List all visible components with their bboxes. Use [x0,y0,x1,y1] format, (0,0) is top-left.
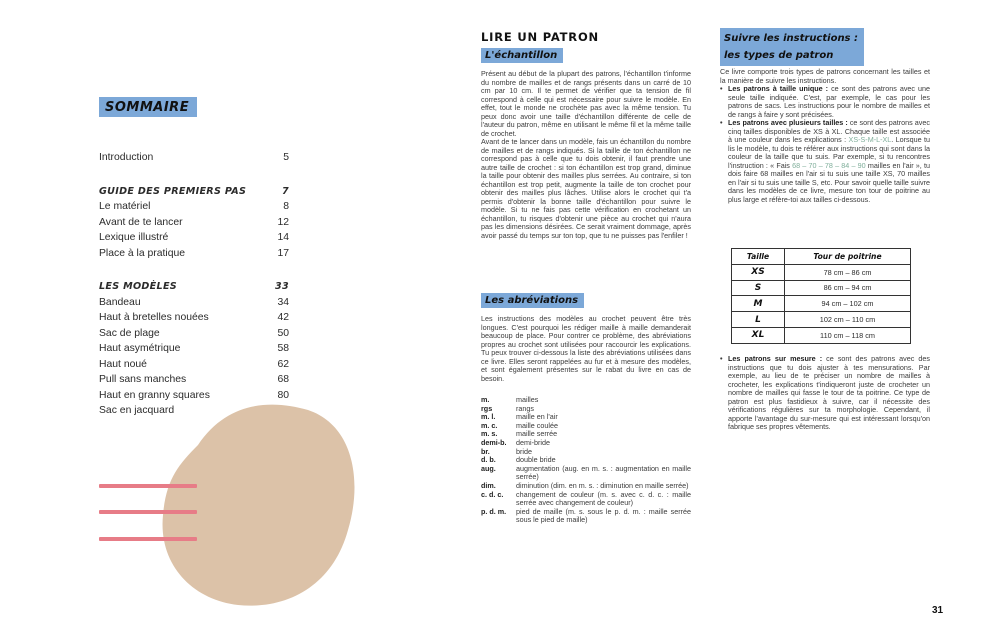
toc-page-number: 33 [275,281,289,292]
chest-cell: 94 cm – 102 cm [785,296,911,312]
abbreviation-key: m. l. [481,412,496,422]
sizes-table [731,248,911,344]
toc-entry [99,150,289,166]
toc-entry [99,341,289,357]
abbreviation-meaning: rangs [516,403,534,413]
bullet-dot: • [720,118,723,127]
instructions-intro: Ce livre comporte trois types de patrons concernant les tailles et la manière de suivre les instructions. [720,67,930,85]
abbreviation-row [481,448,691,457]
abbreviation-key: dim. [481,480,496,490]
toc-label: GUIDE DES PREMIERS PAS [99,185,247,197]
size-cell: XL [732,327,785,343]
toc-entry [99,295,289,311]
bullet-text: ce sont des patrons avec cinq tailles disponibles de XS à XL. Chaque taille est associée à une couleur dans les explications : [728,118,930,144]
toc-page-number: 80 [277,389,289,401]
instructions-body [720,68,930,204]
toc-label: Avant de te lancer [99,216,183,228]
bullet-text: . Lorsque tu lis le modèle, tu dois te référer aux instructions qui sont dans la couleur de la taille que tu suis. Par exemple, si tu rencontres l'instruction : « Fais [728,135,930,170]
chest-cell: 86 cm – 94 cm [785,280,911,296]
chest-cell: 102 cm – 110 cm [785,312,911,328]
size-cell: M [732,296,785,312]
abbreviation-key: aug. [481,463,496,473]
toc-entry [99,310,289,326]
toc-label: Introduction [99,152,154,163]
toc-entry [99,357,289,373]
abbreviation-meaning: changement de couleur (m. s. avec c. d. c. : maille serrée avec changement de couleur) [516,489,691,508]
abbreviation-row [481,430,691,439]
toc-page-number: 7 [282,185,289,197]
abbreviation-meaning: double bride [516,455,556,465]
toc-label: Sac de plage [99,327,160,339]
abbreviation-row [481,396,691,405]
page-number: 31 [932,605,944,616]
abbreviation-key: p. d. m. [481,506,507,516]
table-header-size: Taille [732,249,785,265]
bullet-sur-mesure-wrap [720,355,930,432]
decorative-stripe [99,537,197,541]
toc-page-number: 42 [277,312,289,323]
size-list: XS-S-M-L-XL [848,135,892,144]
bullet-label: Les patrons avec plusieurs tailles : [728,118,848,127]
abbreviation-key: demi-b. [481,437,507,447]
abbreviation-row [481,508,691,525]
instructions-heading [720,28,864,66]
toc-page-number: 68 [277,374,289,385]
abbreviation-row [481,491,691,508]
toc-entry [99,246,289,262]
toc-page-number: 50 [277,327,289,339]
toc-page-number: 12 [277,216,289,228]
toc-label: Place à la pratique [99,247,186,259]
abbreviation-row [481,413,691,422]
decorative-stripe [99,484,197,488]
toc-label: Haut asymétrique [99,343,181,354]
toc-label: Le matériel [99,201,151,212]
instructions-heading-line-1: Suivre les instructions : [724,33,858,44]
abbreviation-key: br. [481,446,490,456]
abbreviations-list [481,396,691,525]
toc-page-number: 62 [277,358,289,370]
table-of-contents [99,150,289,419]
table-row [732,296,911,312]
abbreviation-meaning: bride [516,446,532,456]
size-cell: L [732,312,785,328]
sommaire-title: SOMMAIRE [99,97,197,117]
table-row [732,280,911,296]
bullet-label: Les patrons à taille unique : [728,84,829,93]
abbreviation-meaning: pied de maille (m. s. sous le p. d. m. : maille serrée sous le pied de maille) [516,506,691,525]
size-cell: S [732,280,785,296]
abbreviation-row [481,405,691,414]
toc-label: LES MODÈLES [99,281,178,292]
abbreviation-key: m. s. [481,429,498,439]
toc-label: Bandeau [99,296,141,308]
echantillon-heading: L'échantillon [481,48,563,63]
toc-spacer [99,261,289,279]
table-header-chest: Tour de poitrine [785,249,911,265]
chest-cell: 110 cm – 118 cm [785,327,911,343]
bullet-text: ce sont des patrons avec une seule taille indiquée. C'est, par exemple, le cas pour les patrons de sacs. Les instructions pour le nombre de mailles et de rangs à faire y sont précisées. [728,84,930,119]
chest-cell: 78 cm – 86 cm [785,264,911,280]
toc-label: Sac en jacquard [99,405,175,416]
abbreviation-key: c. d. c. [481,489,504,499]
toc-label: Pull sans manches [99,374,187,385]
abbreviation-row [481,439,691,448]
toc-section [99,184,289,200]
abbreviation-row [481,422,691,431]
decorative-stripe [99,510,197,514]
abbreviation-meaning: demi-bride [516,437,550,447]
echantillon-paragraph-2: Avant de te lancer dans un modèle, fais un échantillon du nombre de mailles et de rangs indiqués. Si la taille de ton échantillon ne correspond pas à celle que tu dois obtenir, il faut prendre une autre taille de crochet : si ton échantillon est trop grand, diminue la taille pour obtenir des mailles plus serrées. Au contraire, si ton échantillon est trop petit, augmente la taille de ton crochet pour obtenir des mailles plus lâches. Utilise alors le crochet qui t'a permis d'obtenir la bonne taille d'échantillon pour suivre le modèle. Si tu ne fais pas cette vérification en crochetant un échantillon, tu risques d'obtenir une pièce au crochet qui n'aura pas les dimensions désirées. Ce serait vraiment dommage, après avoir passé du temps sur ton top, que tu ne puisses pas l'enfiler ! [481,137,691,240]
abbreviation-meaning: diminution (dim. en m. s. : diminution en maille serrée) [516,480,689,490]
bullet-taille-unique [720,85,930,119]
size-cell: XS [732,264,785,280]
toc-spacer [99,166,289,184]
abbreviation-meaning: mailles [516,395,539,404]
abbreviation-meaning: maille serrée [516,429,558,439]
toc-entry [99,230,289,246]
toc-label: Haut noué [99,358,147,370]
abbreviation-key: d. b. [481,455,496,465]
bullet-text: ce sont des patrons avec des instructions que tu dois ajuster à tes mensurations. Par exemple, au lieu de te préciser un nombre de mailles à crocheter, les explications t'indiqueront juste de crocheter un nombre de mailles qui fasse le tour de ta poitrine. Ce type de patron est plus fastidieux à suivre, car il nécessite des vérifications régulières sur ta morphologie. Cependant, il apporte l'avantage du sur-mesure qui est intéressant lorsqu'on fabrique ses propres vêtements. [728,354,930,431]
abbreviation-key: m. c. [481,420,498,430]
toc-page-number: 17 [277,247,289,259]
toc-page-number: 34 [277,296,289,308]
table-row [732,327,911,343]
bullet-plusieurs-tailles [720,119,930,204]
bullet-dot: • [720,84,723,93]
bullet-dot: • [720,354,723,363]
abbreviation-row [481,465,691,482]
decorative-blob [158,400,358,610]
toc-label: Haut en granny squares [99,389,210,401]
toc-label: Haut à bretelles nouées [99,312,209,323]
abbreviations-heading: Les abréviations [481,293,584,308]
bullet-text: mailles en l'air », tu dois faire 68 mailles en l'air si tu suis une taille XS, 70 mailles en l'air si tu suis une taille S, etc. Pour savoir quelle taille suivre dans les modèles de ce livre, mesure ton tour de poitrine au plus large et réfère-toi aux tailles ci-dessous. [728,160,930,204]
bullet-sur-mesure [720,355,930,432]
toc-label: Lexique illustré [99,232,169,243]
stitch-counts: 68 – 70 – 78 – 84 – 90 [792,160,866,170]
bullet-label: Les patrons sur mesure : [728,354,823,363]
abbreviation-meaning: maille en l'air [516,412,558,422]
toc-page-number: 8 [283,201,289,212]
table-row [732,312,911,328]
section-title: LIRE UN PATRON [481,30,599,44]
abbreviation-meaning: augmentation (aug. en m. s. : augmentation en maille serrée) [516,463,691,482]
toc-page-number: 5 [283,152,289,163]
echantillon-paragraph-1: Présent au début de la plupart des patrons, l'échantillon t'informe du nombre de mailles et de rangs présents dans un carré de 10 cm par 10 cm. Il te permet de vérifier que ta tension de fil correspond à celle qui est nécessaire pour suivre le modèle. En effet, tout le monde ne crochète pas avec la même tension. Tu peux donc avoir une taille d'échantillon différente de celle de l'auteur du patron, même en utilisant le même fil et la même taille de crochet. [481,69,691,138]
abbreviation-key: m. [481,395,490,404]
toc-entry [99,215,289,231]
abbreviation-meaning: maille coulée [516,420,558,430]
toc-entry [99,326,289,342]
toc-page-number: 14 [277,232,289,243]
toc-page-number: 58 [277,343,289,354]
table-row [732,264,911,280]
instructions-heading-line-2: les types de patron [724,50,834,61]
abbreviations-intro: Les instructions des modèles au crochet peuvent être très longues. C'est pourquoi les rédiger maille à maille demanderait beaucoup de place. Pour contrer ce problème, des abréviations propres au crochet sont utilisées pour raccourcir les explications. Tu peux trouver ci-dessous la liste des abréviations utilisées dans ce livre. Elles seront rappelées au fur et à mesure des modèles, et sont également présentes sur le rabat du livre en cas de besoin. [481,314,691,383]
toc-section [99,279,289,295]
toc-entry [99,372,289,388]
toc-entry [99,199,289,215]
echantillon-text [481,70,691,240]
abbreviation-key: rgs [481,403,493,413]
